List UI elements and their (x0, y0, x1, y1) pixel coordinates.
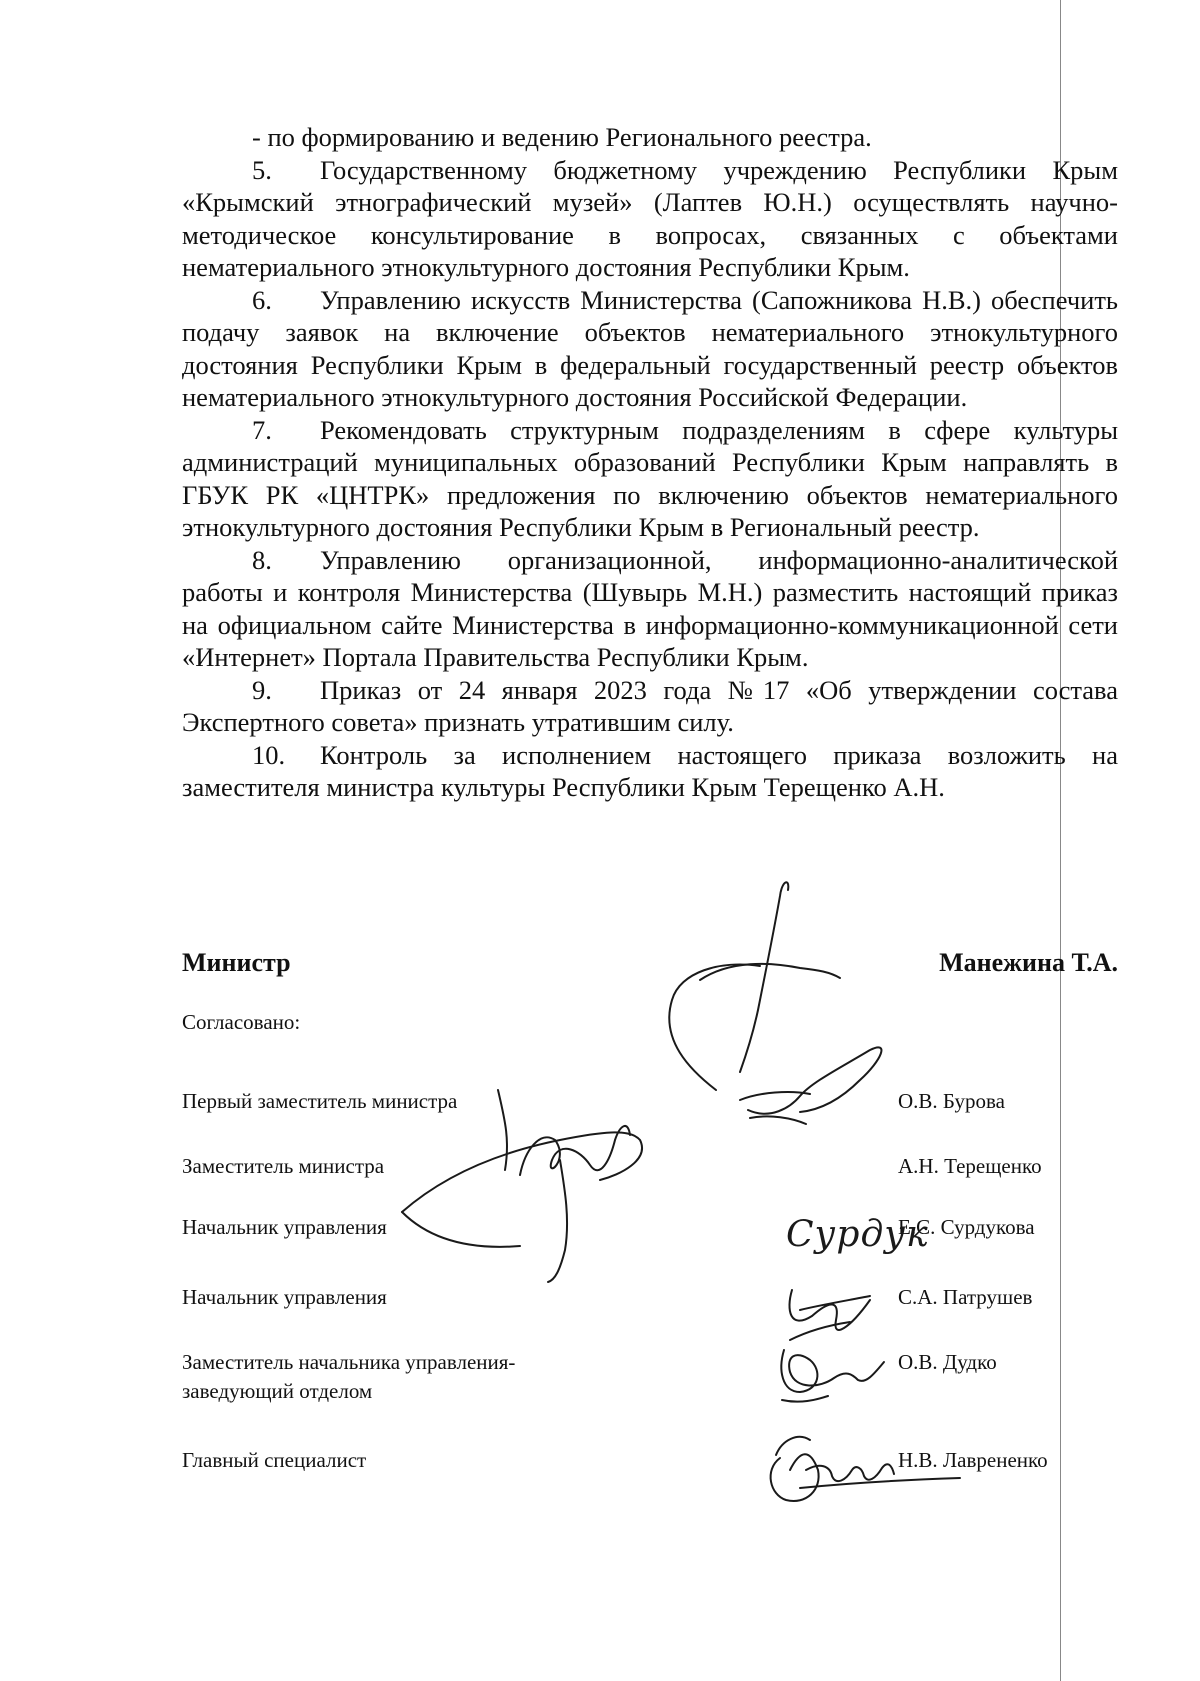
approval-position: Главный специалист (182, 1448, 367, 1472)
deputy-signature (402, 1132, 642, 1212)
approval-position: Заместитель министра (182, 1154, 385, 1178)
approval-name: С.А. Патрушев (898, 1285, 1033, 1309)
patrushev-signature (789, 1290, 870, 1340)
surdukova-signature: Сурдук (786, 1214, 929, 1255)
item-number: 6. (252, 284, 272, 315)
approval-name: О.В. Бурова (898, 1089, 1005, 1113)
item-number: 7. (252, 414, 272, 445)
approval-name: А.Н. Терещенко (898, 1154, 1042, 1178)
minister-signature (740, 882, 788, 1072)
paragraph-continuation: - по формированию и ведению Регионального реестра. (252, 122, 872, 152)
minister-name: Манежина Т.А. (939, 948, 1118, 977)
item-text: Управлению организационной, информационно-аналитической работы и контроля Министерства (Шувырь М.Н.) разместить настоящий приказ на официальном сайте Министерства в информационно-коммуникационной сети «Интернет» Портала Правительства Республики Крым. (182, 544, 1118, 672)
item-text: Приказ от 24 января 2023 года №17 «Об утверждении состава Экспертного совета» признать утратившим силу. (182, 674, 1118, 737)
dudko-signature (781, 1350, 884, 1392)
approval-position: Начальник управления (182, 1285, 387, 1309)
item-number: 5. (252, 154, 272, 185)
item-text: Государственному бюджетному учреждению Республики Крым «Крымский этнографический музей» (Лаптев Ю.Н.) осуществлять научно-методическое консультирование в вопросах, связанных с объектами нематериального этнокультурного достояния Республики Крым. (182, 154, 1118, 282)
approval-label: Согласовано: (182, 1010, 301, 1034)
item-text: Управлению искусств Министерства (Сапожникова Н.В.) обеспечить подачу заявок на включение объектов нематериального этнокультурного достояния Республики Крым в федеральный государственный реестр объектов нематериального этнокультурного достояния Российской Федерации. (182, 284, 1118, 412)
item-text: Рекомендовать структурным подразделениям в сфере культуры администраций муниципальных образований Республики Крым направлять в ГБУК РК «ЦНТРК» предложения по включению объектов нематериального этнокультурного достояния Республики Крым в Региональный реестр. (182, 414, 1118, 542)
approval-position: Первый заместитель министра (182, 1089, 458, 1113)
item-number: 10. (252, 739, 286, 770)
approval-name: Е.С. Сурдукова (898, 1215, 1035, 1239)
lavrenenko-signature (771, 1437, 819, 1501)
approval-name: О.В. Дудко (898, 1350, 997, 1374)
minister-title: Министр (182, 948, 291, 977)
item-number: 9. (252, 674, 272, 705)
approval-position: Начальник управления (182, 1215, 387, 1239)
item-text: Контроль за исполнением настоящего приказа возложить на заместителя министра культуры Республики Крым Терещенко А.Н. (182, 739, 1118, 802)
item-number: 8. (252, 544, 272, 575)
approval-position: Заместитель начальника управления-заведующий отделом (182, 1350, 516, 1403)
first-deputy-signature (740, 1047, 881, 1113)
approval-name: Н.В. Лаврененко (898, 1448, 1048, 1472)
